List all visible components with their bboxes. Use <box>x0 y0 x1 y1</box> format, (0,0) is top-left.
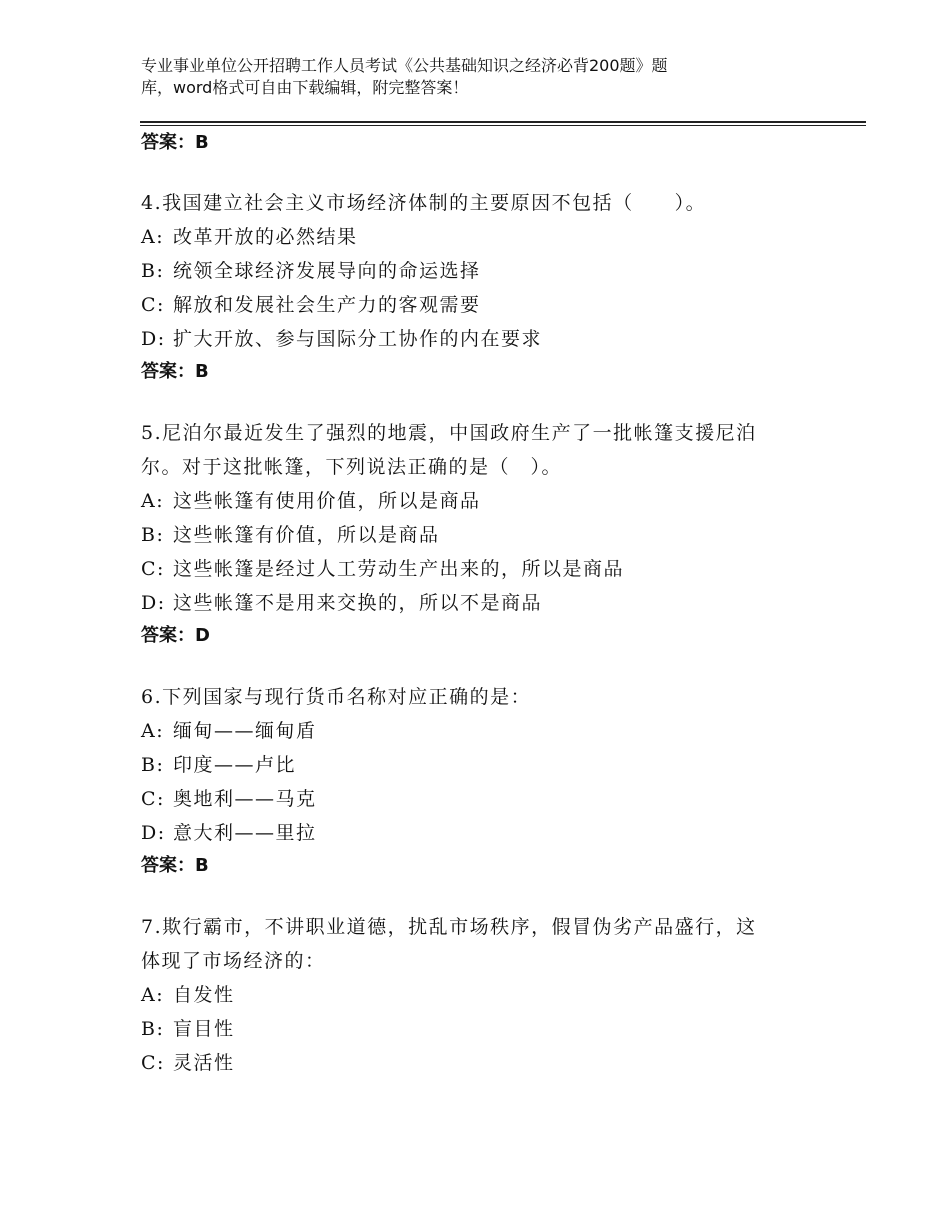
question-text-continued: 尔。对于这批帐篷，下列说法正确的是（ ）。 <box>141 456 563 478</box>
option-key: C: <box>141 558 165 580</box>
question-text-continued: 体现了市场经济的： <box>141 950 326 972</box>
option-key: C: <box>141 294 165 316</box>
option-a <box>141 220 861 254</box>
option-d <box>141 816 861 850</box>
option-key: D: <box>141 822 166 844</box>
option-text: 盲目性 <box>173 1018 235 1040</box>
option-c <box>141 782 861 816</box>
question-6 <box>141 680 861 882</box>
option-a <box>141 484 861 518</box>
option-key: C: <box>141 788 165 810</box>
header-line-2: 库，word格式可自由下载编辑，附完整答案！ <box>141 78 469 97</box>
option-text: 灵活性 <box>173 1052 235 1074</box>
option-key: B: <box>141 754 165 776</box>
question-5 <box>141 416 861 652</box>
option-b <box>141 518 861 552</box>
question-4 <box>141 186 861 388</box>
option-d <box>141 586 861 620</box>
option-b <box>141 748 861 782</box>
option-key: A: <box>141 720 165 742</box>
option-a <box>141 978 861 1012</box>
option-key: A: <box>141 226 165 248</box>
header-divider-thick <box>140 121 866 123</box>
option-text: 缅甸——缅甸盾 <box>173 720 317 742</box>
answer-line: 答案：B <box>141 132 209 153</box>
question-text: 4.我国建立社会主义市场经济体制的主要原因不包括（ ）。 <box>141 192 707 214</box>
option-c <box>141 1046 861 1080</box>
option-c <box>141 288 861 322</box>
option-key: A: <box>141 490 165 512</box>
option-key: B: <box>141 260 165 282</box>
answer-line: 答案：B <box>141 855 209 876</box>
document-body <box>141 128 861 1080</box>
option-text: 印度——卢比 <box>173 754 297 776</box>
option-a <box>141 714 861 748</box>
option-b <box>141 1012 861 1046</box>
option-key: D: <box>141 592 166 614</box>
answer-line: 答案：B <box>141 361 209 382</box>
option-text: 改革开放的必然结果 <box>173 226 358 248</box>
question-text: 5.尼泊尔最近发生了强烈的地震，中国政府生产了一批帐篷支援尼泊 <box>141 422 757 444</box>
option-key: D: <box>141 328 166 350</box>
question-7 <box>141 910 861 1080</box>
option-text: 这些帐篷是经过人工劳动生产出来的，所以是商品 <box>173 558 625 580</box>
option-text: 这些帐篷有使用价值，所以是商品 <box>173 490 481 512</box>
option-key: A: <box>141 984 165 1006</box>
option-key: B: <box>141 1018 165 1040</box>
option-text: 意大利——里拉 <box>173 822 317 844</box>
header-divider-thin <box>140 125 866 126</box>
option-key: B: <box>141 524 165 546</box>
answer-line: 答案：D <box>141 625 210 646</box>
option-text: 统领全球经济发展导向的命运选择 <box>173 260 481 282</box>
option-text: 解放和发展社会生产力的客观需要 <box>173 294 481 316</box>
question-text: 6.下列国家与现行货币名称对应正确的是： <box>141 686 532 708</box>
option-text: 自发性 <box>173 984 235 1006</box>
header-line-1: 专业事业单位公开招聘工作人员考试《公共基础知识之经济必背200题》题 <box>141 56 668 75</box>
option-c <box>141 552 861 586</box>
option-text: 扩大开放、参与国际分工协作的内在要求 <box>173 328 543 350</box>
option-text: 奥地利——马克 <box>173 788 317 810</box>
option-b <box>141 254 861 288</box>
document-header <box>141 55 781 99</box>
option-key: C: <box>141 1052 165 1074</box>
option-text: 这些帐篷不是用来交换的，所以不是商品 <box>173 592 543 614</box>
question-text: 7.欺行霸市，不讲职业道德，扰乱市场秩序，假冒伪劣产品盛行，这 <box>141 916 757 938</box>
option-d <box>141 322 861 356</box>
option-text: 这些帐篷有价值，所以是商品 <box>173 524 440 546</box>
